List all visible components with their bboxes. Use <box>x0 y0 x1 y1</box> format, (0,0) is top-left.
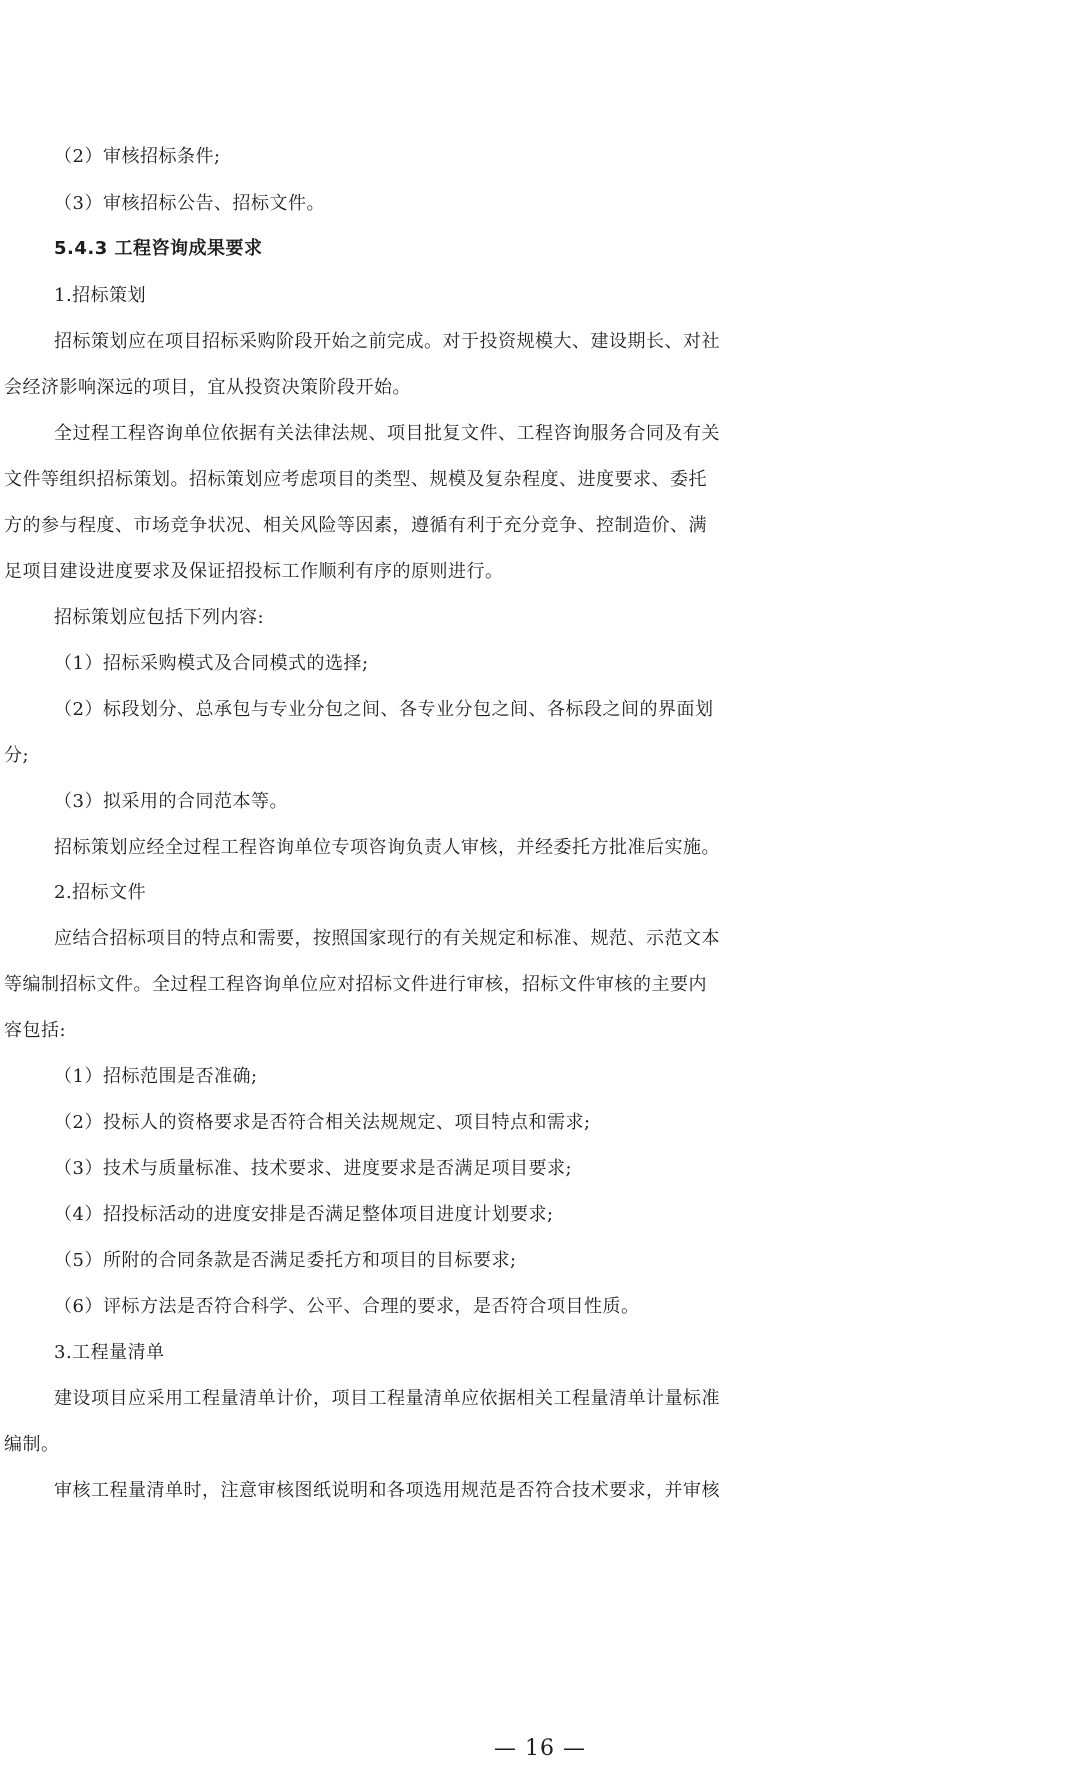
list-item: （3）技术与质量标准、技术要求、进度要求是否满足项目要求; <box>54 1158 573 1179</box>
subsection-heading: 1.招标策划 <box>54 285 147 306</box>
subsection-heading: 3.工程量清单 <box>54 1342 165 1363</box>
list-item: （1）招标采购模式及合同模式的选择; <box>54 653 369 674</box>
list-item: （2）审核招标条件; <box>54 146 221 167</box>
paragraph-line: 编制。 <box>4 1434 60 1455</box>
paragraph-line: 建设项目应采用工程量清单计价，项目工程量清单应依据相关工程量清单计量标准 <box>54 1388 720 1409</box>
paragraph-line: 方的参与程度、市场竞争状况、相关风险等因素，遵循有利于充分竞争、控制造价、满 <box>4 515 707 536</box>
section-heading: 5.4.3 工程咨询成果要求 <box>54 238 263 259</box>
paragraph-line: 等编制招标文件。全过程工程咨询单位应对招标文件进行审核，招标文件审核的主要内 <box>4 974 707 995</box>
paragraph-line: 招标策划应经全过程工程咨询单位专项咨询负责人审核，并经委托方批准后实施。 <box>54 837 720 858</box>
list-item: （2）投标人的资格要求是否符合相关法规规定、项目特点和需求; <box>54 1112 591 1133</box>
list-item: （5）所附的合同条款是否满足委托方和项目的目标要求; <box>54 1250 517 1271</box>
subsection-heading: 2.招标文件 <box>54 882 147 903</box>
list-item: （2）标段划分、总承包与专业分包之间、各专业分包之间、各标段之间的界面划 <box>54 699 714 720</box>
paragraph-line: 招标策划应在项目招标采购阶段开始之前完成。对于投资规模大、建设期长、对社 <box>54 331 720 352</box>
paragraph-line: 会经济影响深远的项目，宜从投资决策阶段开始。 <box>4 377 411 398</box>
list-item: （3）审核招标公告、招标文件。 <box>54 193 325 214</box>
page-number: — 16 — <box>494 1736 586 1761</box>
paragraph-line: 审核工程量清单时，注意审核图纸说明和各项选用规范是否符合技术要求，并审核 <box>54 1480 720 1501</box>
paragraph-line: 应结合招标项目的特点和需要，按照国家现行的有关规定和标准、规范、示范文本 <box>54 928 720 949</box>
paragraph-line: 足项目建设进度要求及保证招投标工作顺利有序的原则进行。 <box>4 561 504 582</box>
list-item: （6）评标方法是否符合科学、公平、合理的要求，是否符合项目性质。 <box>54 1296 640 1317</box>
list-item: 分; <box>4 745 30 766</box>
paragraph-line: 招标策划应包括下列内容: <box>54 607 265 628</box>
list-item: （3）拟采用的合同范本等。 <box>54 791 288 812</box>
paragraph-line: 全过程工程咨询单位依据有关法律法规、项目批复文件、工程咨询服务合同及有关 <box>54 423 720 444</box>
list-item: （1）招标范围是否准确; <box>54 1066 258 1087</box>
list-item: （4）招投标活动的进度安排是否满足整体项目进度计划要求; <box>54 1204 554 1225</box>
paragraph-line: 容包括: <box>4 1020 67 1041</box>
paragraph-line: 文件等组织招标策划。招标策划应考虑项目的类型、规模及复杂程度、进度要求、委托 <box>4 469 707 490</box>
